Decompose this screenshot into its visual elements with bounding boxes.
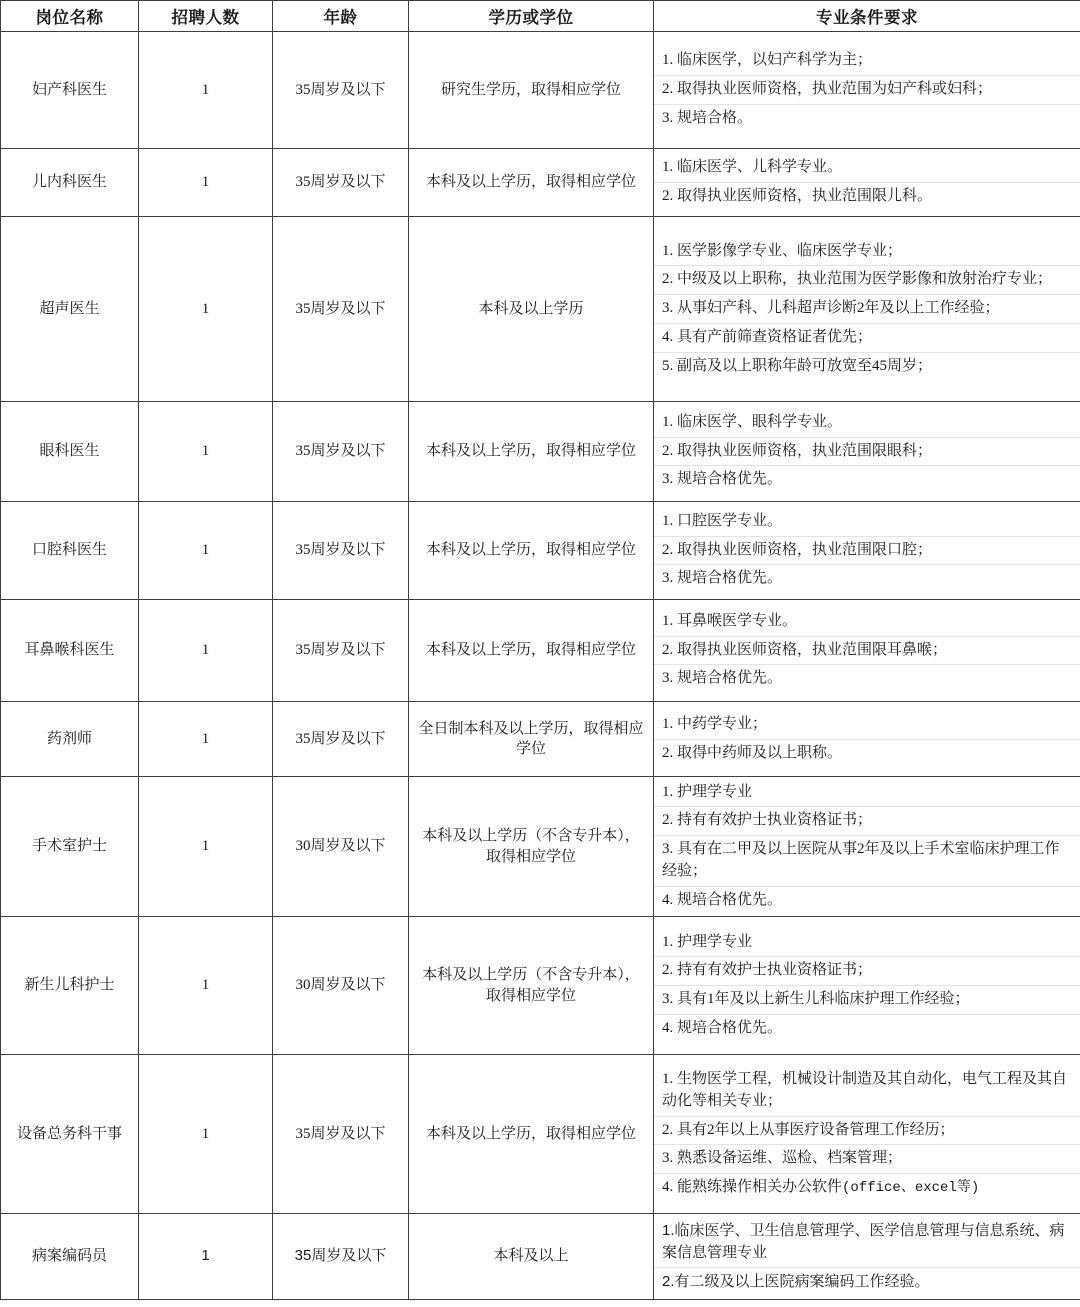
requirement-list	[654, 1066, 1080, 1202]
requirement-text: 4. 能熟练操作相关办公软件(office、excel等)	[662, 1179, 980, 1197]
requirement-list	[654, 154, 1080, 211]
table-row	[1, 1055, 1080, 1214]
requirement-text: 5. 副高及以上职称年龄可放宽至45周岁；	[662, 357, 933, 374]
cell-age: 35周岁及以下	[273, 149, 409, 217]
cell-requirements	[654, 402, 1080, 502]
cell-headcount: 1	[139, 777, 273, 917]
requirement-item	[654, 47, 1080, 75]
requirement-text: 2. 取得中药师及以上职称。	[662, 744, 843, 761]
requirement-text: 2. 中级及以上职称，执业范围为医学影像和放射治疗专业；	[654, 266, 1080, 295]
cell-position: 药剂师	[1, 702, 139, 777]
requirement-item	[654, 238, 1080, 266]
table-row	[1, 402, 1080, 502]
requirement-item	[654, 1267, 1080, 1295]
requirement-item	[654, 295, 1080, 324]
cell-position: 新生儿科护士	[1, 917, 139, 1055]
requirement-text: 1. 医学影像学专业、临床医学专业；	[654, 238, 1080, 266]
column-header-position: 岗位名称	[1, 1, 139, 32]
cell-requirements	[654, 917, 1080, 1055]
requirement-text: 1. 护理学专业	[654, 929, 1080, 957]
cell-position: 手术室护士	[1, 777, 139, 917]
requirement-text: 3. 规培合格。	[662, 109, 753, 126]
cell-requirements	[654, 1214, 1080, 1300]
requirement-item	[654, 711, 1080, 739]
cell-education: 本科及以上学历	[409, 217, 654, 402]
requirement-item	[654, 886, 1080, 914]
requirement-list	[654, 608, 1080, 693]
requirement-item	[654, 466, 1080, 494]
requirement-text: 1. 中药学专业；	[654, 711, 1080, 739]
table-row	[1, 502, 1080, 600]
table-row	[1, 217, 1080, 402]
requirement-item	[654, 1145, 1080, 1174]
cell-age: 30周岁及以下	[273, 917, 409, 1055]
cell-headcount: 1	[139, 1214, 273, 1300]
cell-position: 设备总务科干事	[1, 1055, 139, 1214]
requirement-text: 3. 规培合格优先。	[662, 471, 783, 488]
table-row	[1, 917, 1080, 1055]
requirement-item	[654, 536, 1080, 565]
cell-education: 本科及以上学历，取得相应学位	[409, 1055, 654, 1214]
requirement-text: 1. 护理学专业	[654, 779, 1080, 807]
requirement-item	[654, 807, 1080, 836]
requirement-text: 3. 从事妇产科、儿科超声诊断2年及以上工作经验；	[654, 295, 1080, 324]
cell-age: 35周岁及以下	[273, 502, 409, 600]
requirement-item	[654, 1174, 1080, 1202]
requirement-item	[654, 1116, 1080, 1145]
cell-age: 35周岁及以下	[273, 217, 409, 402]
table-body	[1, 32, 1080, 1300]
cell-headcount: 1	[139, 402, 273, 502]
requirement-text: 1. 临床医学、儿科学专业。	[654, 154, 1080, 182]
requirement-item	[654, 1217, 1080, 1267]
requirement-item	[654, 183, 1080, 211]
requirement-text: 4. 规培合格优先。	[662, 1019, 783, 1036]
cell-age: 35周岁及以下	[273, 600, 409, 702]
column-header-headcount: 招聘人数	[139, 1, 273, 32]
cell-position: 儿内科医生	[1, 149, 139, 217]
cell-education: 本科及以上学历（不含专升本），取得相应学位	[409, 917, 654, 1055]
requirement-text: 2. 取得执业医师资格，执业范围限儿科。	[662, 188, 933, 204]
cell-headcount: 1	[139, 217, 273, 402]
cell-headcount: 1	[139, 917, 273, 1055]
cell-requirements	[654, 502, 1080, 600]
requirement-item	[654, 508, 1080, 536]
software-names: (office、excel等)	[842, 1180, 980, 1197]
cell-education: 全日制本科及以上学历，取得相应学位	[409, 702, 654, 777]
cell-education: 本科及以上学历，取得相应学位	[409, 149, 654, 217]
cell-position: 眼科医生	[1, 402, 139, 502]
requirement-text: 3. 规培合格优先。	[662, 570, 783, 587]
cell-requirements	[654, 217, 1080, 402]
requirement-list	[654, 508, 1080, 593]
cell-education: 本科及以上学历，取得相应学位	[409, 502, 654, 600]
cell-requirements	[654, 777, 1080, 917]
cell-requirements	[654, 702, 1080, 777]
requirement-item	[654, 957, 1080, 986]
requirement-list	[654, 711, 1080, 768]
cell-headcount: 1	[139, 502, 273, 600]
cell-headcount: 1	[139, 1055, 273, 1214]
requirement-item	[654, 1014, 1080, 1042]
header-row	[1, 1, 1080, 32]
cell-requirements	[654, 32, 1080, 149]
cell-education: 本科及以上学历，取得相应学位	[409, 402, 654, 502]
requirement-list	[654, 929, 1080, 1043]
requirement-text: 1.临床医学、卫生信息管理学、医学信息管理与信息系统、病案信息管理专业	[654, 1217, 1080, 1267]
column-header-education: 学历或学位	[409, 1, 654, 32]
table-row	[1, 149, 1080, 217]
requirement-text: 2. 取得执业医师资格，执业范围为妇产科或妇科；	[654, 76, 1080, 105]
requirement-item	[654, 76, 1080, 105]
cell-age: 35周岁及以下	[273, 402, 409, 502]
requirement-text: 2. 具有2年以上从事医疗设备管理工作经历；	[654, 1116, 1080, 1145]
requirement-item	[654, 323, 1080, 352]
column-header-age: 年龄	[273, 1, 409, 32]
cell-position: 妇产科医生	[1, 32, 139, 149]
cell-position: 耳鼻喉科医生	[1, 600, 139, 702]
requirement-item	[654, 565, 1080, 593]
column-header-requirements: 专业条件要求	[654, 1, 1080, 32]
requirement-list	[654, 409, 1080, 494]
requirement-item	[654, 665, 1080, 693]
requirement-item	[654, 929, 1080, 957]
requirement-text: 2.有二级及以上医院病案编码工作经验。	[662, 1272, 930, 1290]
cell-age: 35周岁及以下	[273, 32, 409, 149]
requirement-text: 1. 耳鼻喉医学专业。	[654, 608, 1080, 636]
requirement-item	[654, 779, 1080, 807]
cell-headcount: 1	[139, 149, 273, 217]
requirement-text: 2. 取得执业医师资格，执业范围限耳鼻喉；	[654, 636, 1080, 665]
cell-education: 本科及以上学历，取得相应学位	[409, 600, 654, 702]
cell-education: 研究生学历，取得相应学位	[409, 32, 654, 149]
cell-requirements	[654, 149, 1080, 217]
table-row	[1, 32, 1080, 149]
requirement-list	[654, 779, 1080, 915]
cell-headcount: 1	[139, 600, 273, 702]
requirement-item	[654, 437, 1080, 466]
table-row	[1, 702, 1080, 777]
requirement-item	[654, 154, 1080, 182]
cell-age: 30周岁及以下	[273, 777, 409, 917]
requirement-item	[654, 266, 1080, 295]
requirement-text: 3. 熟悉设备运维、巡检、档案管理；	[654, 1145, 1080, 1174]
table-row	[1, 1214, 1080, 1300]
requirement-text: 4. 规培合格优先。	[662, 891, 783, 908]
requirement-item	[654, 608, 1080, 636]
table-header	[1, 1, 1080, 32]
requirement-text: 1. 临床医学，以妇产科学为主；	[654, 47, 1080, 75]
requirement-text: 2. 取得执业医师资格，执业范围限口腔；	[654, 536, 1080, 565]
requirement-item	[654, 352, 1080, 380]
requirement-item	[654, 409, 1080, 437]
requirement-item	[654, 636, 1080, 665]
cell-requirements	[654, 1055, 1080, 1214]
requirement-list	[654, 47, 1080, 132]
requirement-text: 2. 持有有效护士执业资格证书；	[654, 957, 1080, 986]
cell-education: 本科及以上	[409, 1214, 654, 1300]
requirement-text: 3. 规培合格优先。	[662, 670, 783, 687]
requirement-list	[654, 1217, 1080, 1295]
cell-education: 本科及以上学历（不含专升本），取得相应学位	[409, 777, 654, 917]
table-row	[1, 777, 1080, 917]
cell-position: 超声医生	[1, 217, 139, 402]
requirement-list	[654, 238, 1080, 381]
requirement-text: 3. 具有1年及以上新生儿科临床护理工作经验；	[654, 986, 1080, 1015]
requirement-text: 1. 口腔医学专业。	[654, 508, 1080, 536]
requirement-text: 2. 取得执业医师资格，执业范围限眼科；	[654, 437, 1080, 466]
cell-position: 口腔科医生	[1, 502, 139, 600]
cell-headcount: 1	[139, 702, 273, 777]
cell-age: 35周岁及以下	[273, 1055, 409, 1214]
requirement-item	[654, 104, 1080, 132]
cell-requirements	[654, 600, 1080, 702]
requirement-text: 1. 生物医学工程，机械设计制造及其自动化，电气工程及其自动化等相关专业；	[654, 1066, 1080, 1116]
requirement-item	[654, 739, 1080, 767]
cell-headcount: 1	[139, 32, 273, 149]
requirement-text: 3. 具有在二甲及以上医院从事2年及以上手术室临床护理工作经验；	[654, 836, 1080, 887]
requirement-text: 2. 持有有效护士执业资格证书；	[654, 807, 1080, 836]
requirement-item	[654, 1066, 1080, 1116]
cell-age: 35周岁及以下	[273, 1214, 409, 1300]
table-row	[1, 600, 1080, 702]
requirement-text: 4. 具有产前筛查资格证者优先；	[654, 323, 1080, 352]
requirement-item	[654, 986, 1080, 1015]
cell-position: 病案编码员	[1, 1214, 139, 1300]
requirement-item	[654, 836, 1080, 887]
requirement-text: 1. 临床医学、眼科学专业。	[654, 409, 1080, 437]
cell-age: 35周岁及以下	[273, 702, 409, 777]
